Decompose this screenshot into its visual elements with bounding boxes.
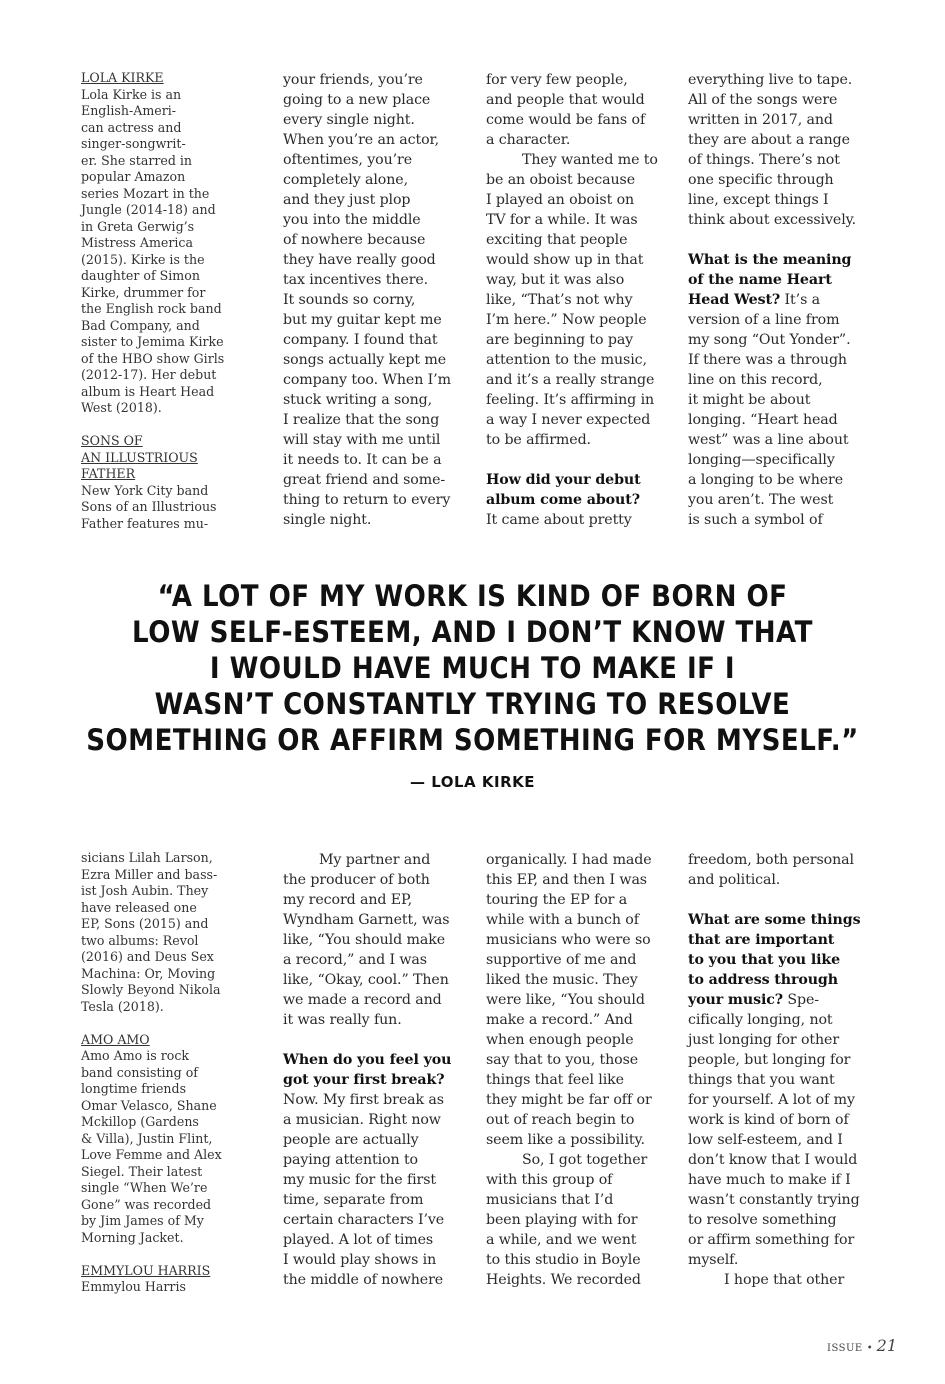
article-line: like, “That’s not why xyxy=(486,292,633,308)
article-line: stuck writing a song, xyxy=(283,392,433,408)
article-line: people are actually xyxy=(283,1132,419,1148)
article-line: version of a line from xyxy=(688,312,840,328)
article-line: a musician. Right now xyxy=(283,1112,441,1128)
article-line: it might be about xyxy=(688,392,811,408)
pull-quote-line: LOW SELF-ESTEEM, AND I DON’T KNOW THAT xyxy=(132,615,813,649)
article-line: I hope that other xyxy=(724,1272,845,1288)
sidebar-artist-name: SONS OF xyxy=(81,433,143,448)
sidebar-bio-line: Jungle (2014-18) and xyxy=(81,202,216,217)
article-line: line, except things I xyxy=(688,192,829,208)
interview-question xyxy=(688,290,880,310)
sidebar-bio-line: (2012-17). Her debut xyxy=(81,367,217,382)
article-line: When you’re an actor, xyxy=(283,132,440,148)
article-line: you aren’t. The west xyxy=(688,492,834,508)
article-line: one specific through xyxy=(688,172,834,188)
article-line: thing to return to every xyxy=(283,492,451,508)
answer-start: Spe- xyxy=(783,992,820,1008)
article-line: my record and EP, xyxy=(283,892,413,908)
article-column-3-top xyxy=(486,70,678,530)
article-column-4-top xyxy=(688,70,880,530)
sidebar-artist-name: EMMYLOU HARRIS xyxy=(81,1262,211,1278)
sidebar-bio-line: Bad Company, and xyxy=(81,317,200,333)
question-text: to address through xyxy=(688,972,838,988)
article-line: I played an oboist on xyxy=(486,192,635,208)
pull-quote-line: SOMETHING OR AFFIRM SOMETHING FOR MYSELF.” xyxy=(86,723,859,757)
article-line: So, I got together xyxy=(522,1152,648,1168)
paragraph-gap xyxy=(81,1015,231,1032)
article-line: Wyndham Garnett, was xyxy=(283,912,450,928)
article-line: songs actually kept me xyxy=(283,352,447,368)
sidebar-notes-top xyxy=(81,70,231,532)
article-line: cifically longing, not xyxy=(688,1012,833,1028)
article-line: and people that would xyxy=(486,92,645,108)
page-number: 21 xyxy=(876,1336,897,1355)
sidebar-bio-line: & Villa), Justin Flint, xyxy=(81,1130,213,1146)
sidebar-notes-bottom xyxy=(81,850,231,1296)
sidebar-bio-line: (2016) and Deus Sex xyxy=(81,949,214,964)
article-line: your friends, you’re xyxy=(283,72,423,88)
interview-question xyxy=(688,990,880,1010)
article-line: paying attention to xyxy=(283,1152,418,1168)
article-line: to this studio in Boyle xyxy=(486,1252,641,1268)
article-line: of things. There’s not xyxy=(688,152,840,168)
sidebar-bio-line: New York City band xyxy=(81,482,209,498)
article-line: people, but longing for xyxy=(688,1052,851,1068)
article-line: My partner and xyxy=(319,852,431,868)
question-text: What is the meaning xyxy=(688,252,852,268)
article-line: low self-esteem, and I xyxy=(688,1132,843,1148)
article-line: supportive of me and xyxy=(486,952,637,968)
sidebar-bio-line: Ezra Miller and bass- xyxy=(81,866,218,882)
article-line: I realize that the song xyxy=(283,412,440,428)
article-line: a way I never expected xyxy=(486,412,651,428)
article-column-2-top xyxy=(283,70,475,530)
article-line: things that feel like xyxy=(486,1072,624,1088)
question-text: of the name Heart xyxy=(688,272,832,288)
article-line: my song “Out Yonder”. xyxy=(688,332,851,348)
sidebar-bio-line: in Greta Gerwig’s xyxy=(81,218,195,234)
article-line: completely alone, xyxy=(283,172,408,188)
article-line: been playing with for xyxy=(486,1212,638,1228)
article-line: things that you want xyxy=(688,1072,835,1088)
article-line: with this group of xyxy=(486,1172,613,1188)
sidebar-bio-line: Morning Jacket. xyxy=(81,1229,184,1245)
sidebar-bio-line: sicians Lilah Larson, xyxy=(81,850,213,865)
paragraph-gap xyxy=(688,890,880,910)
article-line: they are about a range xyxy=(688,132,850,148)
article-line: a longing to be where xyxy=(688,472,844,488)
question-text: that are important xyxy=(688,932,835,948)
interview-question xyxy=(688,270,880,290)
article-line: tax incentives there. xyxy=(283,272,429,288)
sidebar-bio-line: daughter of Simon xyxy=(81,268,200,283)
article-line: way, but it was also xyxy=(486,272,625,288)
article-line: it was really fun. xyxy=(283,1012,402,1028)
sidebar-artist-name: AMO AMO xyxy=(81,1031,150,1047)
article-line: I would play shows in xyxy=(283,1252,437,1268)
article-line: think about excessively. xyxy=(688,212,857,228)
question-text: to you that you like xyxy=(688,952,841,968)
article-line: out of reach begin to xyxy=(486,1112,635,1128)
sidebar-bio-line: of the HBO show Girls xyxy=(81,350,225,366)
article-line: everything live to tape. xyxy=(688,72,853,88)
article-line: my music for the first xyxy=(283,1172,437,1188)
article-line: Now. My first break as xyxy=(283,1092,444,1108)
sidebar-bio-line: Sons of an Illustrious xyxy=(81,499,217,514)
sidebar-bio-line: longtime friends xyxy=(81,1081,187,1096)
article-line: is such a symbol of xyxy=(688,512,823,528)
paragraph-gap xyxy=(486,450,678,470)
article-line: and political. xyxy=(688,872,781,888)
article-line: we made a record and xyxy=(283,992,442,1008)
folio-separator: • xyxy=(866,1343,873,1354)
sidebar-bio-line: can actress and xyxy=(81,119,182,135)
article-column-3-bottom xyxy=(486,850,678,1290)
sidebar-bio-line: singer-songwrit- xyxy=(81,136,186,151)
article-line: west” was a line about xyxy=(688,432,849,448)
article-line: it needs to. It can be a xyxy=(283,452,442,468)
article-line: line on this record, xyxy=(688,372,823,388)
article-line: the middle of nowhere xyxy=(283,1272,444,1288)
interview-question xyxy=(688,930,880,950)
article-line: attention to the music, xyxy=(486,352,647,368)
article-column-4-bottom xyxy=(688,850,880,1290)
issue-label: ISSUE xyxy=(827,1343,863,1354)
sidebar-artist-name: LOLA KIRKE xyxy=(81,70,164,85)
sidebar-bio-line: Slowly Beyond Nikola xyxy=(81,982,221,997)
sidebar-bio-line: er. She starred in xyxy=(81,152,193,168)
article-line: going to a new place xyxy=(283,92,431,108)
article-line: and they just plop xyxy=(283,192,411,208)
article-line: for very few people, xyxy=(486,72,628,88)
article-line: musicians that I’d xyxy=(486,1192,614,1208)
article-column-2-bottom xyxy=(283,850,475,1290)
interview-question xyxy=(688,950,880,970)
sidebar-bio-line: Machina: Or, Moving xyxy=(81,965,216,981)
article-line: were like, “You should xyxy=(486,992,645,1008)
article-line: great friend and some- xyxy=(283,472,446,488)
pull-quote-line: WASN’T CONSTANTLY TRYING TO RESOLVE xyxy=(154,687,791,721)
pull-quote-attribution: — LOLA KIRKE xyxy=(409,773,535,791)
article-line: certain characters I’ve xyxy=(283,1212,445,1228)
sidebar-bio-line: Tesla (2018). xyxy=(81,998,164,1014)
article-line: like, “You should make xyxy=(283,932,445,948)
sidebar-bio-line: by Jim James of My xyxy=(81,1213,204,1228)
interview-question xyxy=(688,250,880,270)
article-line: will stay with me until xyxy=(283,432,441,448)
interview-question: When do you feel you xyxy=(283,1052,452,1068)
sidebar-bio-line: ist Josh Aubin. They xyxy=(81,883,209,898)
article-line: oftentimes, you’re xyxy=(283,152,412,168)
article-line: freedom, both personal xyxy=(688,852,854,868)
article-line: or affirm something for xyxy=(688,1232,855,1248)
question-text: What are some things xyxy=(688,912,861,928)
sidebar-artist-name: AN ILLUSTRIOUS xyxy=(81,449,198,465)
interview-question: album come about? xyxy=(486,492,640,508)
sidebar-bio-line: two albums: Revol xyxy=(81,932,199,948)
article-line: seem like a possibility. xyxy=(486,1132,645,1148)
sidebar-bio-line: (2015). Kirke is the xyxy=(81,251,205,267)
sidebar-bio-line: have released one xyxy=(81,899,197,915)
pull-quote-line: I WOULD HAVE MUCH TO MAKE IF I xyxy=(209,651,736,685)
interview-question xyxy=(688,970,880,990)
article-line: musicians who were so xyxy=(486,932,651,948)
sidebar-bio-line: sister to Jemima Kirke xyxy=(81,334,224,349)
article-line: company too. When I’m xyxy=(283,372,451,388)
paragraph-gap xyxy=(688,230,880,250)
article-line: single night. xyxy=(283,512,372,528)
sidebar-bio-line: Father features mu- xyxy=(81,515,209,531)
article-line: written in 2017, and xyxy=(688,112,833,128)
sidebar-bio-line: Mckillop (Gardens xyxy=(81,1114,199,1129)
article-line: just longing for other xyxy=(688,1032,840,1048)
article-line: a character. xyxy=(486,132,571,148)
article-line: All of the songs were xyxy=(688,92,838,108)
article-line: every single night. xyxy=(283,112,415,128)
article-line: while with a bunch of xyxy=(486,912,639,928)
sidebar-bio-line: Amo Amo is rock xyxy=(81,1048,190,1063)
article-line: when enough people xyxy=(486,1032,634,1048)
sidebar-bio-line: EP, Sons (2015) and xyxy=(81,916,209,931)
article-line: to resolve something xyxy=(688,1212,837,1228)
paragraph-gap xyxy=(283,1030,475,1050)
article-line: don’t know that I would xyxy=(688,1152,858,1168)
article-line: come would be fans of xyxy=(486,112,646,128)
article-line: wasn’t constantly trying xyxy=(688,1192,860,1208)
article-line: have much to make if I xyxy=(688,1172,851,1188)
article-line: be an oboist because xyxy=(486,172,635,188)
article-line: played. A lot of times xyxy=(283,1232,434,1248)
sidebar-bio-line: West (2018). xyxy=(81,400,162,415)
sidebar-bio-line: series Mozart in the xyxy=(81,185,210,201)
sidebar-bio-line: Omar Velasco, Shane xyxy=(81,1097,217,1113)
interview-question: How did your debut xyxy=(486,472,641,488)
article-line: longing—specifically xyxy=(688,452,835,468)
article-line: they might be far off or xyxy=(486,1092,652,1108)
interview-question: got your first break? xyxy=(283,1072,445,1088)
article-line: It came about pretty xyxy=(486,512,632,528)
interview-question xyxy=(688,910,880,930)
sidebar-bio-line: single “When We’re xyxy=(81,1180,208,1195)
article-line: liked the music. They xyxy=(486,972,638,988)
sidebar-bio-line: band consisting of xyxy=(81,1064,198,1080)
article-line: I’m here.” Now people xyxy=(486,312,647,328)
question-text: your music? xyxy=(688,992,783,1008)
article-line: TV for a while. It was xyxy=(486,212,638,228)
article-line: to be affirmed. xyxy=(486,432,591,448)
article-line: for yourself. A lot of my xyxy=(688,1092,855,1108)
article-line: would show up in that xyxy=(486,252,644,268)
article-line: Heights. We recorded xyxy=(486,1272,641,1288)
article-line: you into the middle xyxy=(283,212,421,228)
sidebar-bio-line: Gone” was recorded xyxy=(81,1196,212,1212)
article-line: time, separate from xyxy=(283,1192,424,1208)
article-line: and it’s a really strange xyxy=(486,372,655,388)
sidebar-bio-line: the English rock band xyxy=(81,301,222,316)
article-line: a while, and we went xyxy=(486,1232,637,1248)
sidebar-artist-name: FATHER xyxy=(81,466,136,481)
article-line: they have really good xyxy=(283,252,436,268)
article-line: longing. “Heart head xyxy=(688,412,838,428)
article-line: myself. xyxy=(688,1252,739,1268)
article-line: organically. I had made xyxy=(486,852,652,868)
sidebar-bio-line: Lola Kirke is an xyxy=(81,86,182,102)
article-line: They wanted me to xyxy=(522,152,658,168)
article-line: make a record.” And xyxy=(486,1012,633,1028)
article-line: say that to you, those xyxy=(486,1052,639,1068)
sidebar-bio-line: Mistress America xyxy=(81,235,193,250)
sidebar-bio-line: album is Heart Head xyxy=(81,383,215,399)
article-line: like, “Okay, cool.” Then xyxy=(283,972,449,988)
sidebar-bio-line: Siegel. Their latest xyxy=(81,1163,203,1179)
question-text: Head West? xyxy=(688,292,781,308)
article-line: this EP, and then I was xyxy=(486,872,647,888)
pull-quote xyxy=(47,578,898,758)
sidebar-bio-line: English-Ameri- xyxy=(81,103,177,118)
article-line: are beginning to pay xyxy=(486,332,634,348)
answer-start: It’s a xyxy=(780,292,821,308)
article-line: touring the EP for a xyxy=(486,892,628,908)
sidebar-bio-line: Emmylou Harris xyxy=(81,1279,186,1294)
article-line: the producer of both xyxy=(283,872,430,888)
article-line: If there was a through xyxy=(688,352,847,368)
page-folio xyxy=(827,1336,897,1355)
paragraph-gap xyxy=(81,1246,231,1263)
article-line: of nowhere because xyxy=(283,232,426,248)
article-line: exciting that people xyxy=(486,232,628,248)
paragraph-gap xyxy=(81,417,231,434)
article-line: but my guitar kept me xyxy=(283,312,442,328)
article-line: company. I found that xyxy=(283,332,438,348)
sidebar-bio-line: Kirke, drummer for xyxy=(81,284,206,300)
sidebar-bio-line: popular Amazon xyxy=(81,169,186,184)
sidebar-bio-line: Love Femme and Alex xyxy=(81,1147,222,1162)
article-line: a record,” and I was xyxy=(283,952,427,968)
article-line: work is kind of born of xyxy=(688,1112,849,1128)
article-line: feeling. It’s affirming in xyxy=(486,392,655,408)
article-line: It sounds so corny, xyxy=(283,292,416,308)
pull-quote-line: “A LOT OF MY WORK IS KIND OF BORN OF xyxy=(157,579,788,613)
